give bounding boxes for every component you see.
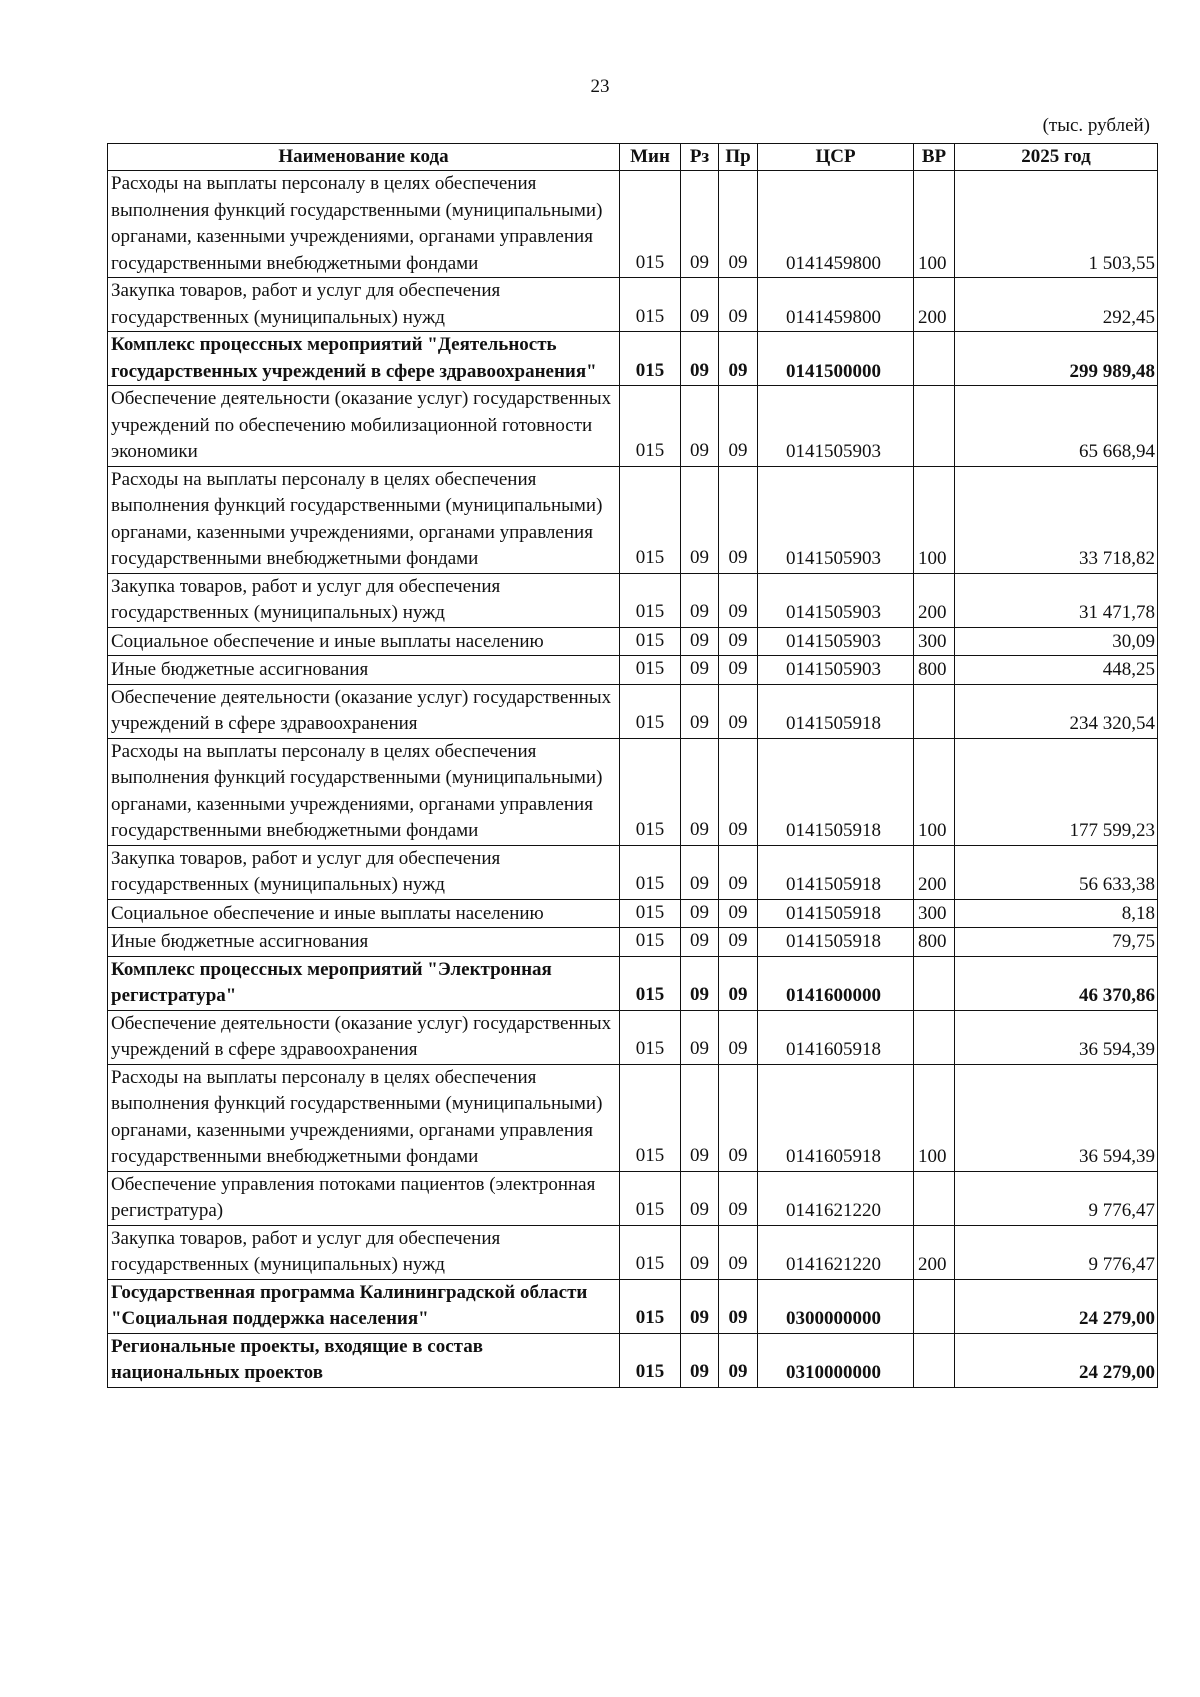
- page-number: 23: [590, 76, 610, 97]
- row-vr: 200: [914, 278, 955, 332]
- row-name: Иные бюджетные ассигнования: [108, 656, 620, 685]
- row-amount: 299 989,48: [955, 332, 1158, 386]
- row-csr: 0141459800: [758, 278, 914, 332]
- row-name: Социальное обеспечение и иные выплаты населению: [108, 899, 620, 928]
- row-name: Обеспечение деятельности (оказание услуг) государственных учреждений в сфере здравоохранения: [108, 684, 620, 738]
- row-csr: 0141605918: [758, 1064, 914, 1171]
- row-amount: 1 503,55: [955, 171, 1158, 278]
- row-rz: 09: [681, 466, 719, 573]
- table-row: [108, 684, 1158, 738]
- row-amount: 9 776,47: [955, 1171, 1158, 1225]
- row-csr: 0141500000: [758, 332, 914, 386]
- row-rz: 09: [681, 1279, 719, 1333]
- table-row: [108, 171, 1158, 278]
- header-rz: Рз: [681, 144, 719, 171]
- row-name: Закупка товаров, работ и услуг для обеспечения государственных (муниципальных) нужд: [108, 845, 620, 899]
- table-row: [108, 466, 1158, 573]
- row-name: Закупка товаров, работ и услуг для обеспечения государственных (муниципальных) нужд: [108, 1225, 620, 1279]
- row-vr: 200: [914, 1225, 955, 1279]
- row-name: Расходы на выплаты персоналу в целях обеспечения выполнения функций государственными (муниципальными) органами, казенными учреждениями, органами управления государственными внебюджетными фондами: [108, 466, 620, 573]
- row-pr: 09: [719, 386, 758, 467]
- row-name: Социальное обеспечение и иные выплаты населению: [108, 627, 620, 656]
- row-vr: 100: [914, 466, 955, 573]
- table-body: [108, 171, 1158, 1388]
- row-min: 015: [620, 738, 681, 845]
- row-min: 015: [620, 956, 681, 1010]
- table-row: [108, 899, 1158, 928]
- row-min: 015: [620, 627, 681, 656]
- row-vr: [914, 1333, 955, 1387]
- row-amount: 8,18: [955, 899, 1158, 928]
- row-csr: 0141505918: [758, 684, 914, 738]
- row-pr: 09: [719, 1225, 758, 1279]
- row-pr: 09: [719, 1333, 758, 1387]
- row-vr: 300: [914, 899, 955, 928]
- header-min: Мин: [620, 144, 681, 171]
- row-rz: 09: [681, 1333, 719, 1387]
- row-name: Расходы на выплаты персоналу в целях обеспечения выполнения функций государственными (муниципальными) органами, казенными учреждениями, органами управления государственными внебюджетными фондами: [108, 738, 620, 845]
- row-min: 015: [620, 928, 681, 957]
- row-csr: 0310000000: [758, 1333, 914, 1387]
- row-rz: 09: [681, 928, 719, 957]
- row-csr: 0141621220: [758, 1171, 914, 1225]
- row-amount: 24 279,00: [955, 1279, 1158, 1333]
- row-rz: 09: [681, 573, 719, 627]
- row-vr: 100: [914, 738, 955, 845]
- row-vr: [914, 1279, 955, 1333]
- row-pr: 09: [719, 845, 758, 899]
- row-rz: 09: [681, 278, 719, 332]
- row-vr: [914, 386, 955, 467]
- row-name: Государственная программа Калининградской области "Социальная поддержка населения": [108, 1279, 620, 1333]
- row-min: 015: [620, 899, 681, 928]
- table-row: [108, 1010, 1158, 1064]
- row-min: 015: [620, 1225, 681, 1279]
- row-rz: 09: [681, 627, 719, 656]
- row-min: 015: [620, 278, 681, 332]
- row-amount: 36 594,39: [955, 1010, 1158, 1064]
- row-name: Расходы на выплаты персоналу в целях обеспечения выполнения функций государственными (муниципальными) органами, казенными учреждениями, органами управления государственными внебюджетными фондами: [108, 171, 620, 278]
- row-min: 015: [620, 171, 681, 278]
- row-vr: 100: [914, 1064, 955, 1171]
- row-rz: 09: [681, 1064, 719, 1171]
- row-amount: 30,09: [955, 627, 1158, 656]
- table-row: [108, 956, 1158, 1010]
- row-rz: 09: [681, 171, 719, 278]
- row-min: 015: [620, 656, 681, 685]
- row-amount: 65 668,94: [955, 386, 1158, 467]
- table-row: [108, 928, 1158, 957]
- table-row: [108, 332, 1158, 386]
- row-vr: 800: [914, 656, 955, 685]
- table-row: [108, 738, 1158, 845]
- row-pr: 09: [719, 899, 758, 928]
- row-amount: 79,75: [955, 928, 1158, 957]
- table-row: [108, 656, 1158, 685]
- row-pr: 09: [719, 1010, 758, 1064]
- row-amount: 448,25: [955, 656, 1158, 685]
- row-amount: 31 471,78: [955, 573, 1158, 627]
- row-vr: 300: [914, 627, 955, 656]
- row-pr: 09: [719, 956, 758, 1010]
- row-rz: 09: [681, 684, 719, 738]
- row-name: Обеспечение деятельности (оказание услуг) государственных учреждений по обеспечению мобилизационной готовности экономики: [108, 386, 620, 467]
- table-row: [108, 573, 1158, 627]
- row-name: Закупка товаров, работ и услуг для обеспечения государственных (муниципальных) нужд: [108, 278, 620, 332]
- row-name: Обеспечение деятельности (оказание услуг) государственных учреждений в сфере здравоохранения: [108, 1010, 620, 1064]
- row-amount: 36 594,39: [955, 1064, 1158, 1171]
- row-min: 015: [620, 684, 681, 738]
- row-pr: 09: [719, 684, 758, 738]
- row-csr: 0141505903: [758, 656, 914, 685]
- row-csr: 0141605918: [758, 1010, 914, 1064]
- row-pr: 09: [719, 1064, 758, 1171]
- row-vr: [914, 1171, 955, 1225]
- row-name: Региональные проекты, входящие в состав национальных проектов: [108, 1333, 620, 1387]
- row-min: 015: [620, 1171, 681, 1225]
- row-amount: 33 718,82: [955, 466, 1158, 573]
- table-row: [108, 627, 1158, 656]
- row-pr: 09: [719, 332, 758, 386]
- row-csr: 0141505918: [758, 928, 914, 957]
- row-vr: 200: [914, 573, 955, 627]
- row-csr: 0141459800: [758, 171, 914, 278]
- budget-table: [107, 143, 1158, 1388]
- table-row: [108, 1171, 1158, 1225]
- row-pr: 09: [719, 1279, 758, 1333]
- row-amount: 234 320,54: [955, 684, 1158, 738]
- row-vr: 100: [914, 171, 955, 278]
- row-min: 015: [620, 332, 681, 386]
- row-rz: 09: [681, 1225, 719, 1279]
- row-csr: 0141505903: [758, 573, 914, 627]
- row-min: 015: [620, 1064, 681, 1171]
- row-pr: 09: [719, 278, 758, 332]
- row-rz: 09: [681, 1171, 719, 1225]
- row-min: 015: [620, 573, 681, 627]
- table-row: [108, 1064, 1158, 1171]
- row-rz: 09: [681, 956, 719, 1010]
- row-pr: 09: [719, 627, 758, 656]
- table-row: [108, 1225, 1158, 1279]
- header-name: Наименование кода: [108, 144, 620, 171]
- row-vr: [914, 684, 955, 738]
- units-label: (тыс. рублей): [1042, 115, 1150, 136]
- row-min: 015: [620, 386, 681, 467]
- row-rz: 09: [681, 1010, 719, 1064]
- table-row: [108, 845, 1158, 899]
- row-vr: 800: [914, 928, 955, 957]
- row-rz: 09: [681, 899, 719, 928]
- row-rz: 09: [681, 386, 719, 467]
- row-csr: 0141505903: [758, 386, 914, 467]
- row-amount: 9 776,47: [955, 1225, 1158, 1279]
- row-csr: 0141505918: [758, 738, 914, 845]
- row-csr: 0141600000: [758, 956, 914, 1010]
- row-min: 015: [620, 1279, 681, 1333]
- row-amount: 177 599,23: [955, 738, 1158, 845]
- row-amount: 56 633,38: [955, 845, 1158, 899]
- row-min: 015: [620, 1333, 681, 1387]
- row-csr: 0141505918: [758, 845, 914, 899]
- table-row: [108, 1333, 1158, 1387]
- row-rz: 09: [681, 332, 719, 386]
- header-year: 2025 год: [955, 144, 1158, 171]
- row-pr: 09: [719, 928, 758, 957]
- row-vr: [914, 1010, 955, 1064]
- header-pr: Пр: [719, 144, 758, 171]
- row-pr: 09: [719, 573, 758, 627]
- row-vr: 200: [914, 845, 955, 899]
- table-row: [108, 1279, 1158, 1333]
- row-pr: 09: [719, 1171, 758, 1225]
- row-rz: 09: [681, 845, 719, 899]
- row-min: 015: [620, 845, 681, 899]
- row-amount: 46 370,86: [955, 956, 1158, 1010]
- row-rz: 09: [681, 738, 719, 845]
- row-csr: 0141505903: [758, 466, 914, 573]
- row-csr: 0141621220: [758, 1225, 914, 1279]
- row-min: 015: [620, 466, 681, 573]
- row-rz: 09: [681, 656, 719, 685]
- row-amount: 292,45: [955, 278, 1158, 332]
- row-amount: 24 279,00: [955, 1333, 1158, 1387]
- row-name: Комплекс процессных мероприятий "Деятельность государственных учреждений в сфере здравоохранения": [108, 332, 620, 386]
- row-vr: [914, 956, 955, 1010]
- row-pr: 09: [719, 466, 758, 573]
- row-name: Закупка товаров, работ и услуг для обеспечения государственных (муниципальных) нужд: [108, 573, 620, 627]
- row-name: Иные бюджетные ассигнования: [108, 928, 620, 957]
- row-pr: 09: [719, 171, 758, 278]
- row-name: Расходы на выплаты персоналу в целях обеспечения выполнения функций государственными (муниципальными) органами, казенными учреждениями, органами управления государственными внебюджетными фондами: [108, 1064, 620, 1171]
- row-pr: 09: [719, 738, 758, 845]
- row-name: Обеспечение управления потоками пациентов (электронная регистратура): [108, 1171, 620, 1225]
- header-csr: ЦСР: [758, 144, 914, 171]
- row-pr: 09: [719, 656, 758, 685]
- table-row: [108, 386, 1158, 467]
- row-csr: 0300000000: [758, 1279, 914, 1333]
- row-name: Комплекс процессных мероприятий "Электронная регистратура": [108, 956, 620, 1010]
- header-vr: ВР: [914, 144, 955, 171]
- header-row: [108, 144, 1158, 171]
- row-csr: 0141505918: [758, 899, 914, 928]
- table-row: [108, 278, 1158, 332]
- row-vr: [914, 332, 955, 386]
- row-csr: 0141505903: [758, 627, 914, 656]
- row-min: 015: [620, 1010, 681, 1064]
